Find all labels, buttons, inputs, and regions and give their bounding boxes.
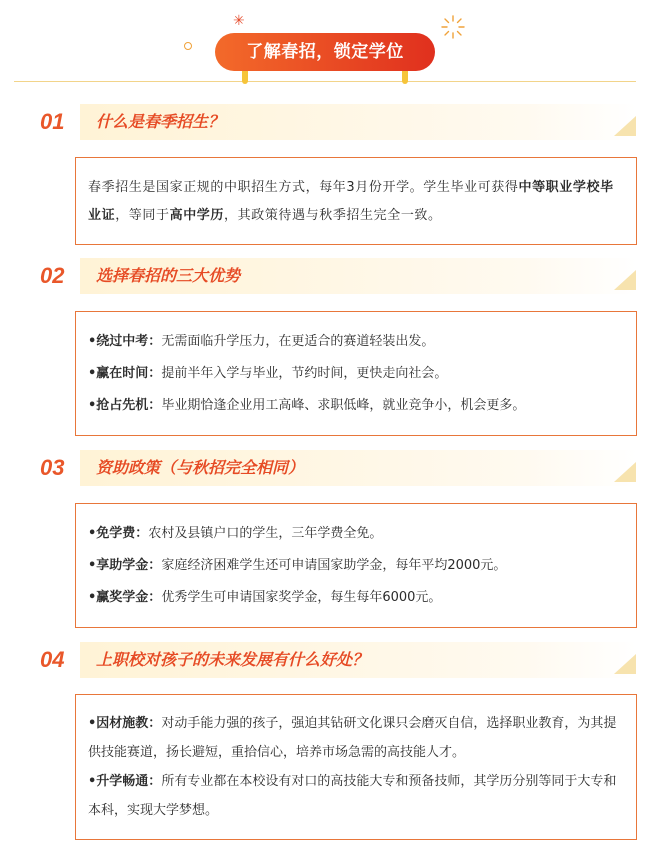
section-header-04	[0, 642, 650, 682]
item-text: 优秀学生可申请国家奖学金，每生每年6000元。	[161, 590, 442, 605]
item-text: 所有专业都在本校设有对口的高技能大专和预备技师，其学历分别等同于大专和本科，实现大学梦想。	[88, 774, 617, 818]
item-label: •因材施教：	[88, 716, 162, 731]
section-title: 资助政策（与秋招完全相同）	[96, 458, 305, 477]
section-body-03	[75, 503, 637, 628]
section-number: 04	[40, 647, 65, 672]
page-title: 了解春招，锁定学位	[215, 33, 435, 71]
paragraph-text: 春季招生是国家正规的中职招生方式，每年3月份开学。学生毕业可获得	[88, 180, 519, 195]
item-label: •免学费：	[88, 526, 149, 541]
section-title: 上职校对孩子的未来发展有什么好处？	[96, 650, 369, 669]
section-body-01	[75, 157, 637, 245]
item-label: •赢奖学金：	[88, 590, 162, 605]
circle-decoration-icon	[184, 42, 192, 50]
corner-fold-decoration	[614, 462, 636, 482]
section-number: 01	[40, 109, 65, 134]
item-label: •赢在时间：	[88, 366, 162, 381]
section-body-04	[75, 694, 637, 840]
paragraph-text: ，等同于	[115, 208, 170, 223]
firework-icon	[440, 14, 466, 40]
item-label: •升学畅通：	[88, 774, 162, 789]
list-item	[88, 767, 624, 825]
section-body-02	[75, 311, 637, 436]
list-item	[88, 390, 624, 422]
section-title: 什么是春季招生？	[96, 112, 225, 131]
item-text: 无需面临升学压力，在更适合的赛道轻装出发。	[161, 334, 435, 349]
paragraph-bold-text: 高中学历	[169, 208, 225, 223]
section-number: 03	[40, 455, 65, 480]
corner-fold-decoration	[614, 654, 636, 674]
list-item	[88, 582, 624, 614]
list-item	[88, 326, 624, 358]
section-header-01	[0, 104, 650, 144]
section-header-02	[0, 258, 650, 298]
section-number: 02	[40, 263, 65, 288]
divider-line	[14, 81, 636, 82]
item-text: 农村及县镇户口的学生，三年学费全免。	[148, 526, 383, 541]
item-label: •享助学金：	[88, 558, 162, 573]
corner-fold-decoration	[614, 270, 636, 290]
section-paragraph	[88, 174, 624, 230]
list-item	[88, 518, 624, 550]
corner-fold-decoration	[614, 116, 636, 136]
section-header-03	[0, 450, 650, 490]
item-text: 提前半年入学与毕业，节约时间，更快走向社会。	[161, 366, 448, 381]
list-item	[88, 709, 624, 767]
item-text: 毕业期恰逢企业用工高峰、求职低峰，就业竞争小，机会更多。	[161, 398, 526, 413]
header-banner-area	[0, 0, 650, 90]
list-item	[88, 550, 624, 582]
item-label: •抢占先机：	[88, 398, 162, 413]
item-text: 对动手能力强的孩子，强迫其钻研文化课只会磨灭自信，选择职业教育，为其提供技能赛道，扬长避短，重拾信心，培养市场急需的高技能人才。	[88, 716, 617, 760]
item-label: •绕过中考：	[88, 334, 162, 349]
list-item	[88, 358, 624, 390]
paragraph-text: ，其政策待遇与秋季招生完全一致。	[224, 208, 442, 223]
section-title: 选择春招的三大优势	[96, 266, 241, 285]
item-text: 家庭经济困难学生还可申请国家助学金，每年平均2000元。	[161, 558, 507, 573]
paragraph-bold-text: 中等职业学校毕业证	[88, 180, 614, 223]
sparkle-icon: ✳	[233, 13, 245, 29]
